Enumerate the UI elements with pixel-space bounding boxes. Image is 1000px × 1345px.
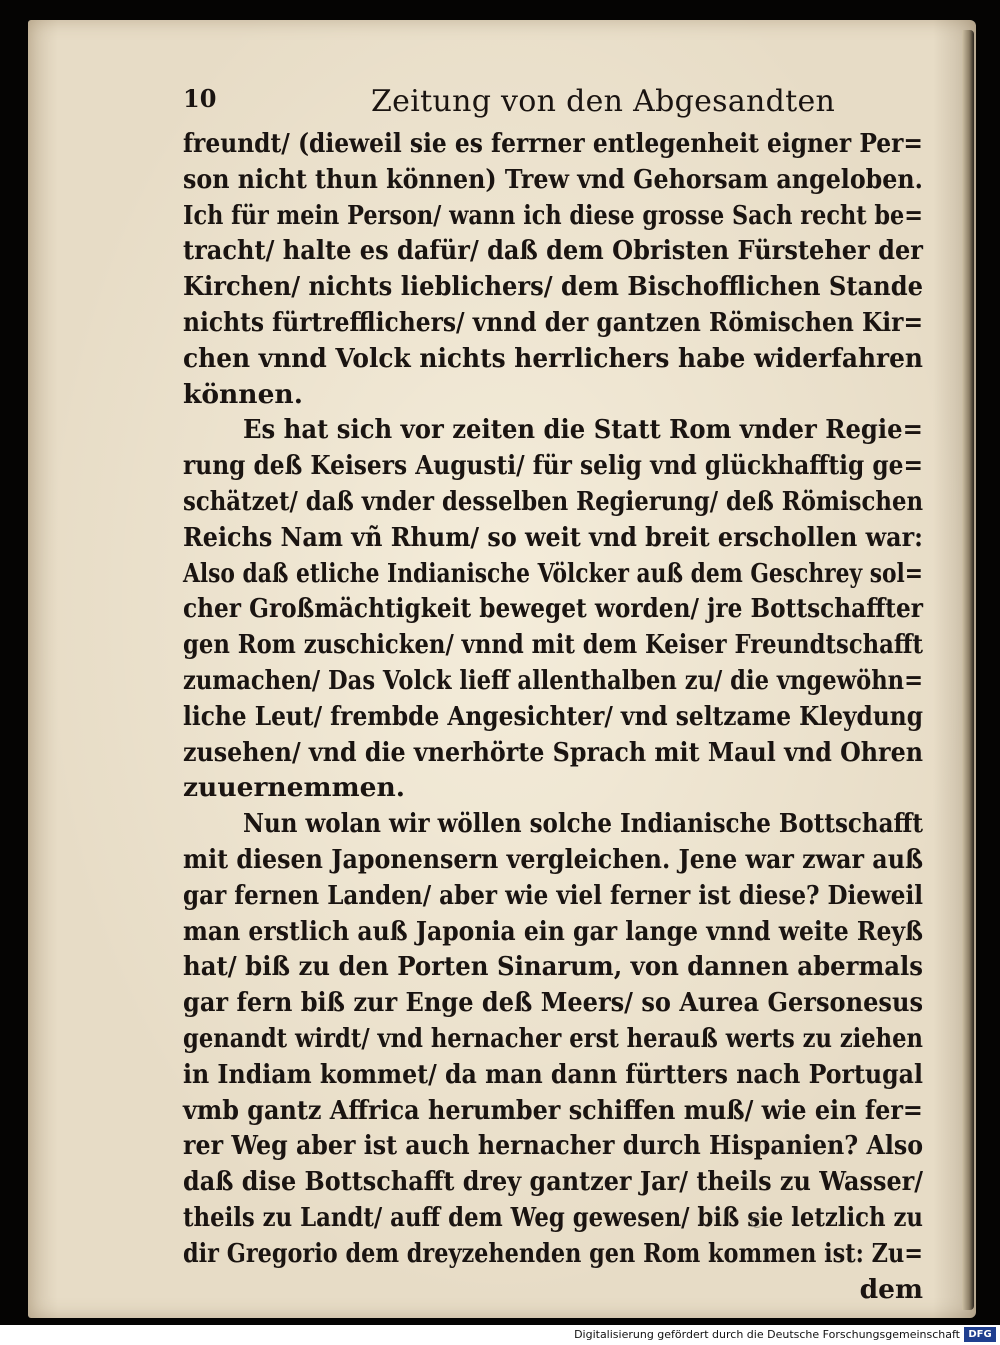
text-line: können. [183,378,303,410]
text-line: genandt wirdt/ vnd hernacher erst herauß werts zu ziehen [183,1022,924,1054]
text-line: Kirchen/ nichts lieblichers/ dem Bischofflichen Stande [183,271,924,303]
text-line: in Indiam kommet/ da man dann fürtters nach Portugal [183,1058,923,1090]
text-line: vmb gantz Affrica herumber schiffen muß/ wie ein fer= [183,1094,923,1126]
text-line: freundt/ (dieweil sie es ferrner entlegenheit eigner Per= [183,128,923,159]
page-edge [962,30,974,1310]
text-line: rer Weg aber ist auch hernacher durch Hispanien? Also [183,1130,924,1162]
text-line: mit diesen Japonensern vergleichen. Jene war zwar auß [183,843,924,875]
text-line: Es hat sich vor zeiten die Statt Rom vnder Regie= [243,414,924,446]
text-line: nichts fürtrefflichers/ vnnd der gantzen Römischen Kir= [183,306,924,338]
text-line: daß dise Bottschafft drey gantzer Jar/ theils zu Wasser/ [183,1166,923,1198]
text-line: schätzet/ daß vnder desselben Regierung/ deß Römischen [183,485,924,517]
text-line: Nun wolan wir wöllen solche Indianische Bottschafft [243,808,924,840]
text-line: chen vnnd Volck nichts herrlichers habe widerfahren [183,342,924,374]
paper-blemish [751,1216,763,1228]
text-line: rung deß Keisers Augusti/ für selig vnd glückhafftig ge= [183,450,924,482]
text-line: Also daß etliche Indianische Völcker auß dem Geschrey sol= [183,557,924,589]
text-line: gar fernen Landen/ aber wie viel ferner ist diese? Dieweil [183,879,924,911]
funding-credit: Digitalisierung gefördert durch die Deutsche Forschungsgemeinschaft [574,1328,960,1341]
text-line: tracht/ halte es dafür/ daß dem Obristen Fürsteher der [183,235,923,267]
text-line: zusehen/ vnd die vnerhörte Sprach mit Maul vnd Ohren [183,736,923,768]
text-line: son nicht thun können) Trew vnd Gehorsam angeloben. [183,163,923,195]
text-line: dem [859,1273,923,1305]
text-line: gar fern biß zur Enge deß Meers/ so Aurea Gersonesus [183,987,923,1019]
running-head [183,84,923,124]
text-line: cher Großmächtigkeit beweget worden/ jre Bottschaffter [183,593,924,625]
running-title: Zeitung von den Abgesandten [371,84,836,119]
text-line: zuuernemmen. [183,772,405,804]
text-line: Reichs Nam vñ Rhum/ so weit vnd breit erschollen war: [183,521,923,553]
text-line: liche Leut/ frembde Angesichter/ vnd seltzame Kleydung [183,700,923,732]
text-line: man erstlich auß Japonia ein gar lange vnnd weite Reyß [183,915,923,947]
dfg-logo: DFG [964,1327,996,1342]
body-text [183,126,923,1307]
digitization-footer [0,1325,1000,1345]
text-line: gen Rom zuschicken/ vnnd mit dem Keiser Freundtschafft [183,629,924,661]
page-number: 10 [183,84,217,113]
text-line: zumachen/ Das Volck lieff allenthalben zu/ die vngewöhn= [183,664,924,696]
text-line: theils zu Landt/ auff dem Weg gewesen/ biß sie letzlich zu [183,1201,923,1233]
text-line: Ich für mein Person/ wann ich diese grosse Sach recht be= [183,199,923,231]
text-line: dir Gregorio dem dreyzehenden gen Rom kommen ist: Zu= [183,1237,923,1269]
text-line: hat/ biß zu den Porten Sinarum, von dannen abermals [183,951,924,983]
